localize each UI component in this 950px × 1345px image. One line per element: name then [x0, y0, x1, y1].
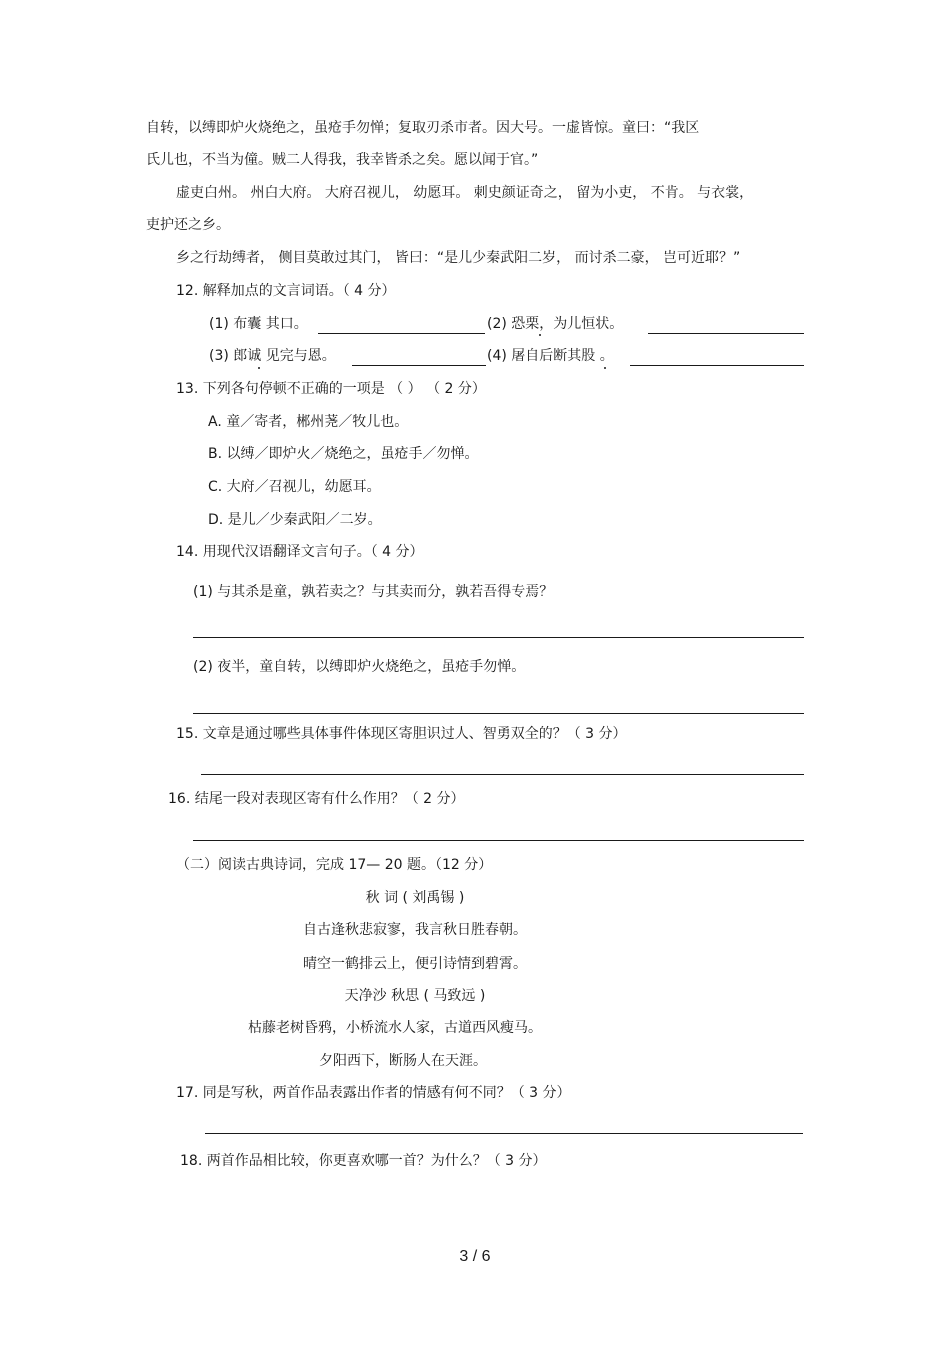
passage-line: 氏儿也，不当为僮。贼二人得我，我幸皆杀之矣。愿以闻于官。” — [146, 152, 539, 168]
poem-line: 夕阳西下，断肠人在天涯。 — [319, 1053, 487, 1069]
emphasis-dot — [539, 334, 541, 336]
q13-option-c[interactable]: C. 大府／召视儿，幼愿耳。 — [208, 479, 381, 495]
page-number: 3 / 6 — [459, 1248, 491, 1265]
poem-title: 天净沙 秋思 ( 马致远 ) — [344, 988, 486, 1004]
section-heading: （二）阅读古典诗词，完成 17— 20 题。（12 分） — [176, 857, 493, 873]
passage-line: 虚吏白州。 州白大府。 大府召视儿， 幼愿耳。 刺史颜证奇之， 留为小吏， 不肯。 与衣裳， — [176, 185, 754, 201]
emphasis-dot — [258, 367, 260, 369]
question-15-stem: 15. 文章是通过哪些具体事件体现区寄胆识过人、智勇双全的？（ 3 分） — [176, 726, 627, 742]
q13-option-a[interactable]: A. 童／寄者，郴州荛／牧儿也。 — [208, 414, 409, 430]
question-18-stem: 18. 两首作品相比较，你更喜欢哪一首？为什么？（ 3 分） — [180, 1153, 547, 1169]
emphasis-dot — [604, 367, 606, 369]
q12-item-1: (1) 布囊 其口。 — [209, 316, 308, 332]
poem-line: 枯藤老树昏鸦，小桥流水人家，古道西风瘦马。 — [248, 1020, 542, 1036]
passage-line: 乡之行劫缚者， 侧目莫敢过其门， 皆曰：“是儿少秦武阳二岁， 而讨杀二豪， 岂可近耶？” — [176, 250, 741, 266]
q12-item-3: (3) 郎诚 见完与恩。 — [209, 348, 336, 364]
q12-item-4: (4) 屠自后断其股 。 — [487, 348, 614, 364]
question-14-stem: 14. 用现代汉语翻译文言句子。（ 4 分） — [176, 544, 424, 560]
passage-line: 自转，以缚即炉火烧绝之，虽疮手勿惮；复取刃杀市者。因大号。一虚皆惊。童曰：“我区 — [146, 120, 700, 136]
q12-item-2: (2) 恐栗，为儿恒状。 — [487, 316, 624, 332]
poem-title: 秋 词 ( 刘禹锡 ) — [365, 890, 465, 906]
question-16-stem: 16. 结尾一段对表现区寄有什么作用？（ 2 分） — [168, 791, 465, 807]
question-13-stem: 13. 下列各句停顿不正确的一项是 （ ） （ 2 分） — [176, 381, 486, 397]
question-17-stem: 17. 同是写秋，两首作品表露出作者的情感有何不同？（ 3 分） — [176, 1085, 571, 1101]
q13-option-d[interactable]: D. 是儿／少秦武阳／二岁。 — [208, 512, 382, 528]
answer-line[interactable] — [193, 637, 804, 638]
answer-line[interactable] — [630, 365, 804, 366]
q13-option-b[interactable]: B. 以缚／即炉火／烧绝之，虽疮手／勿惮。 — [208, 446, 479, 462]
answer-line[interactable] — [352, 365, 486, 366]
answer-line[interactable] — [201, 774, 804, 775]
q14-item-2: (2) 夜半，童自转，以缚即炉火烧绝之，虽疮手勿惮。 — [193, 659, 526, 675]
poem-line: 晴空一鹤排云上，便引诗情到碧霄。 — [303, 956, 527, 972]
answer-line[interactable] — [193, 840, 804, 841]
answer-line[interactable] — [193, 713, 804, 714]
answer-line[interactable] — [205, 1133, 803, 1134]
q14-item-1: (1) 与其杀是童，孰若卖之？与其卖而分，孰若吾得专焉？ — [193, 584, 554, 600]
answer-line[interactable] — [648, 333, 804, 334]
poem-line: 自古逢秋悲寂寥，我言秋日胜春朝。 — [303, 922, 527, 938]
passage-line: 吏护还之乡。 — [146, 217, 230, 233]
answer-line[interactable] — [318, 333, 485, 334]
question-12-stem: 12. 解释加点的文言词语。（ 4 分） — [176, 283, 396, 299]
